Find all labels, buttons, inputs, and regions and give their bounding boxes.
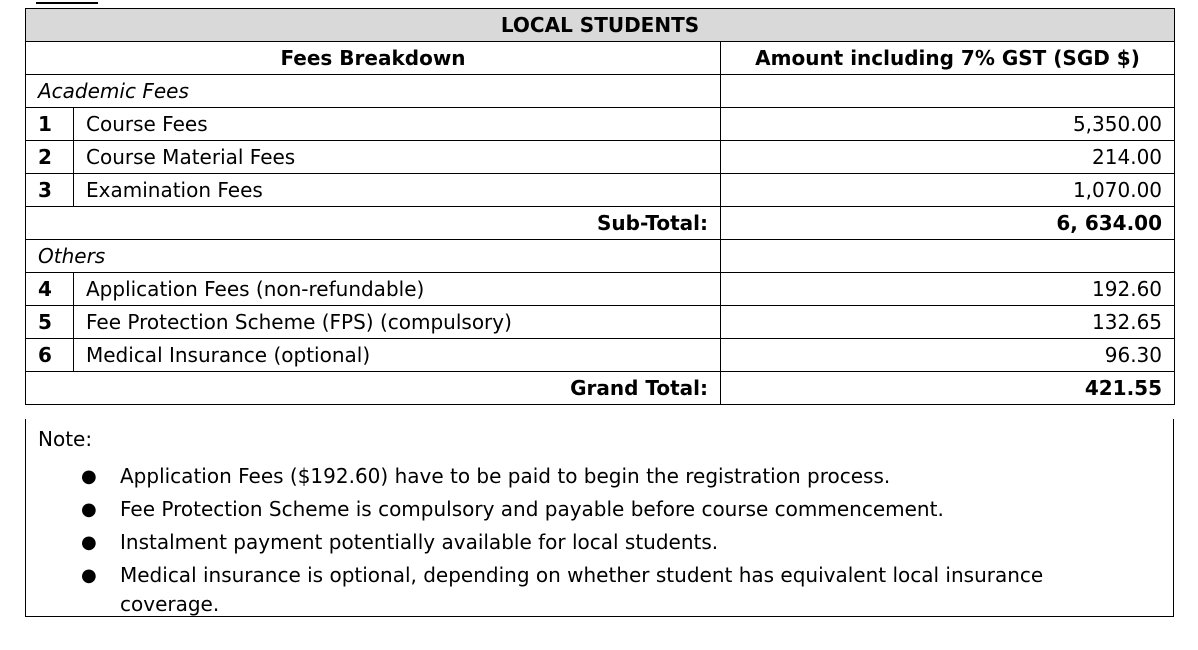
list-item	[81, 462, 1120, 491]
row-amount: 96.30	[721, 339, 1175, 372]
note-list	[81, 462, 1120, 623]
note-text: Instalment payment potentially available for local students.	[120, 530, 719, 554]
row-number: 2	[26, 141, 74, 174]
bullet-icon: ●	[81, 466, 97, 487]
row-number: 4	[26, 273, 74, 306]
section-label-academic: Academic Fees	[26, 75, 721, 108]
table-row	[26, 141, 1175, 174]
list-item	[81, 495, 1120, 524]
table-row	[26, 108, 1175, 141]
table-row	[26, 306, 1175, 339]
row-number: 1	[26, 108, 74, 141]
grandtotal-row	[26, 372, 1175, 405]
note-text: Medical insurance is optional, depending on whether student has equivalent local insurance coverage.	[120, 563, 1044, 616]
grandtotal-value: 421.55	[721, 372, 1175, 405]
list-item	[81, 561, 1120, 619]
row-number: 6	[26, 339, 74, 372]
row-description: Fee Protection Scheme (FPS) (compulsory)	[74, 306, 721, 339]
row-amount: 1,070.00	[721, 174, 1175, 207]
bullet-icon: ●	[81, 532, 97, 553]
row-description: Course Material Fees	[74, 141, 721, 174]
table-title-row	[26, 9, 1175, 42]
section-row-academic	[26, 75, 1175, 108]
note-label: Note:	[38, 427, 93, 451]
section-amount-empty	[721, 240, 1175, 273]
row-amount: 214.00	[721, 141, 1175, 174]
header-fees-breakdown: Fees Breakdown	[26, 42, 721, 75]
table-row	[26, 339, 1175, 372]
subtotal-value: 6, 634.00	[721, 207, 1175, 240]
table-header-row	[26, 42, 1175, 75]
bullet-icon: ●	[81, 565, 97, 586]
grandtotal-label: Grand Total:	[26, 372, 721, 405]
section-row-others	[26, 240, 1175, 273]
row-description: Course Fees	[74, 108, 721, 141]
row-number: 5	[26, 306, 74, 339]
section-label-others: Others	[26, 240, 721, 273]
note-box	[25, 419, 1174, 617]
subtotal-row	[26, 207, 1175, 240]
list-item	[81, 528, 1120, 557]
bullet-icon: ●	[81, 499, 97, 520]
row-amount: 5,350.00	[721, 108, 1175, 141]
row-number: 3	[26, 174, 74, 207]
table-row	[26, 174, 1175, 207]
table-title: LOCAL STUDENTS	[26, 9, 1175, 42]
subtotal-label: Sub-Total:	[26, 207, 721, 240]
row-description: Application Fees (non-refundable)	[74, 273, 721, 306]
row-description: Medical Insurance (optional)	[74, 339, 721, 372]
fees-table	[25, 8, 1175, 405]
top-underline-fragment	[36, 2, 98, 4]
table-row	[26, 273, 1175, 306]
note-text: Fee Protection Scheme is compulsory and payable before course commencement.	[120, 497, 944, 521]
row-amount: 192.60	[721, 273, 1175, 306]
row-amount: 132.65	[721, 306, 1175, 339]
row-description: Examination Fees	[74, 174, 721, 207]
note-text: Application Fees ($192.60) have to be paid to begin the registration process.	[120, 464, 891, 488]
header-amount: Amount including 7% GST (SGD $)	[721, 42, 1175, 75]
section-amount-empty	[721, 75, 1175, 108]
